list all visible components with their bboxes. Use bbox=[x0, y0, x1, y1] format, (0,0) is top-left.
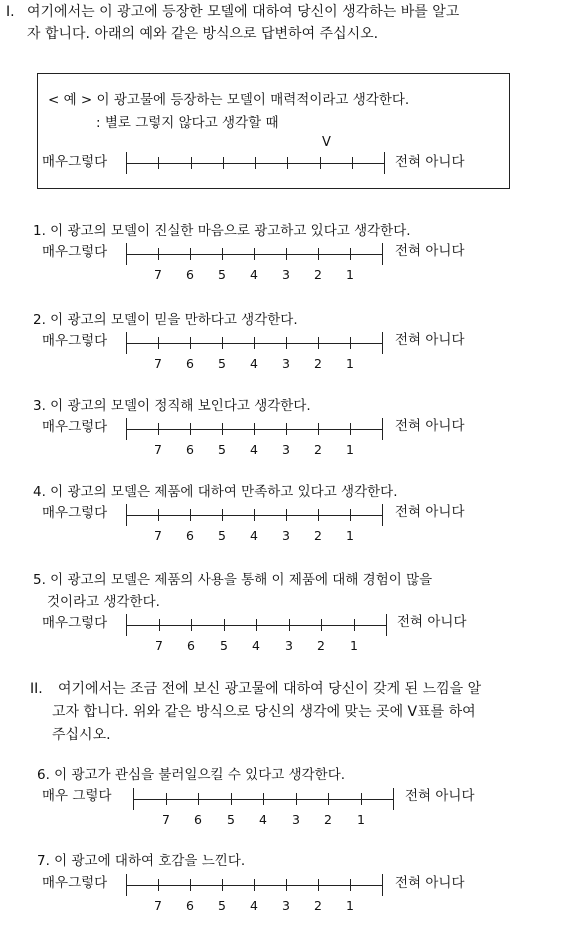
question-3-right-label: 전혀 아니다 bbox=[395, 418, 465, 434]
scale-number: 4 bbox=[259, 812, 267, 827]
question-5-right-label: 전혀 아니다 bbox=[397, 614, 467, 630]
scale-end-tick bbox=[382, 243, 383, 265]
scale-number: 3 bbox=[282, 356, 290, 371]
scale-end-tick bbox=[126, 332, 127, 354]
scale-end-tick bbox=[126, 874, 127, 896]
scale-tick bbox=[354, 619, 355, 631]
scale-end-tick bbox=[382, 332, 383, 354]
scale-tick bbox=[286, 337, 287, 349]
question-3-scale[interactable] bbox=[126, 418, 382, 460]
scale-number: 2 bbox=[324, 812, 332, 827]
scale-tick bbox=[159, 619, 160, 631]
scale-number: 2 bbox=[314, 442, 322, 457]
scale-end-tick bbox=[382, 418, 383, 440]
section2-number: II. bbox=[30, 681, 43, 697]
question-6-scale[interactable] bbox=[133, 788, 393, 830]
scale-number: 7 bbox=[154, 898, 162, 913]
scale-tick bbox=[231, 793, 232, 805]
scale-end-tick bbox=[133, 788, 134, 810]
scale-end-tick bbox=[384, 152, 385, 174]
scale-tick bbox=[255, 157, 256, 169]
scale-number: 6 bbox=[194, 812, 202, 827]
scale-end-tick bbox=[126, 614, 127, 636]
scale-tick bbox=[263, 793, 264, 805]
example-right-label: 전혀 아니다 bbox=[395, 154, 465, 170]
question-1-text: 1. 이 광고의 모델이 진실한 마음으로 광고하고 있다고 생각한다. bbox=[33, 223, 411, 239]
scale-tick bbox=[296, 793, 297, 805]
scale-tick bbox=[158, 509, 159, 521]
scale-number: 1 bbox=[346, 898, 354, 913]
scale-number: 5 bbox=[220, 638, 228, 653]
scale-number: 3 bbox=[285, 638, 293, 653]
scale-number: 4 bbox=[252, 638, 260, 653]
question-4-right-label: 전혀 아니다 bbox=[395, 504, 465, 520]
scale-number: 2 bbox=[314, 356, 322, 371]
scale-number: 1 bbox=[346, 442, 354, 457]
scale-tick bbox=[350, 248, 351, 260]
scale-tick bbox=[350, 337, 351, 349]
question-2-text: 2. 이 광고의 모델이 믿을 만하다고 생각한다. bbox=[33, 312, 298, 328]
scale-number: 2 bbox=[317, 638, 325, 653]
scale-number: 4 bbox=[250, 356, 258, 371]
scale-number: 6 bbox=[186, 898, 194, 913]
scale-number: 1 bbox=[346, 267, 354, 282]
scale-end-tick bbox=[382, 504, 383, 526]
scale-tick bbox=[286, 423, 287, 435]
question-1-right-label: 전혀 아니다 bbox=[395, 243, 465, 259]
question-6-right-label: 전혀 아니다 bbox=[405, 788, 475, 804]
scale-tick bbox=[318, 248, 319, 260]
question-4-text: 4. 이 광고의 모델은 제품에 대하여 만족하고 있다고 생각한다. bbox=[33, 484, 398, 500]
scale-end-tick bbox=[386, 614, 387, 636]
scale-tick bbox=[158, 248, 159, 260]
scale-number: 1 bbox=[346, 528, 354, 543]
example-left-label: 매우그렇다 bbox=[42, 154, 108, 170]
scale-tick bbox=[352, 157, 353, 169]
scale-number: 7 bbox=[154, 528, 162, 543]
question-7-left-label: 매우그렇다 bbox=[42, 875, 108, 891]
question-6-text: 6. 이 광고가 관심을 불러일으킬 수 있다고 생각한다. bbox=[37, 767, 346, 783]
scale-number: 3 bbox=[292, 812, 300, 827]
scale-tick bbox=[222, 509, 223, 521]
scale-tick bbox=[289, 619, 290, 631]
scale-tick bbox=[190, 248, 191, 260]
scale-tick bbox=[254, 879, 255, 891]
example-line2: : 별로 그렇지 않다고 생각할 때 bbox=[96, 115, 279, 131]
scale-number: 2 bbox=[314, 267, 322, 282]
scale-tick bbox=[222, 423, 223, 435]
scale-end-tick bbox=[382, 874, 383, 896]
example-scale[interactable] bbox=[126, 152, 384, 176]
scale-number: 7 bbox=[154, 356, 162, 371]
question-5-scale[interactable] bbox=[126, 614, 386, 656]
scale-tick bbox=[287, 157, 288, 169]
scale-tick bbox=[190, 337, 191, 349]
scale-tick bbox=[254, 337, 255, 349]
scale-tick bbox=[158, 423, 159, 435]
scale-tick bbox=[318, 879, 319, 891]
scale-tick bbox=[254, 248, 255, 260]
scale-tick bbox=[222, 248, 223, 260]
scale-end-tick bbox=[393, 788, 394, 810]
scale-number: 6 bbox=[186, 267, 194, 282]
question-3-text: 3. 이 광고의 모델이 정직해 보인다고 생각한다. bbox=[33, 398, 311, 414]
question-7-right-label: 전혀 아니다 bbox=[395, 875, 465, 891]
scale-end-tick bbox=[126, 504, 127, 526]
scale-end-tick bbox=[126, 152, 127, 174]
scale-tick bbox=[223, 157, 224, 169]
scale-number: 5 bbox=[218, 267, 226, 282]
scale-number: 5 bbox=[218, 442, 226, 457]
question-5-left-label: 매우그렇다 bbox=[42, 615, 108, 631]
scale-tick bbox=[190, 509, 191, 521]
question-1-left-label: 매우그렇다 bbox=[42, 244, 108, 260]
scale-tick bbox=[318, 509, 319, 521]
scale-number: 1 bbox=[357, 812, 365, 827]
scale-number: 4 bbox=[250, 528, 258, 543]
scale-number: 5 bbox=[218, 356, 226, 371]
scale-number: 1 bbox=[346, 356, 354, 371]
scale-number: 4 bbox=[250, 267, 258, 282]
example-line1: < 예 > 이 광고물에 등장하는 모델이 매력적이라고 생각한다. bbox=[48, 92, 410, 108]
scale-tick bbox=[320, 157, 321, 169]
scale-number: 5 bbox=[218, 898, 226, 913]
scale-number: 7 bbox=[154, 442, 162, 457]
scale-tick bbox=[222, 879, 223, 891]
scale-tick bbox=[191, 157, 192, 169]
scale-tick bbox=[286, 879, 287, 891]
section2-instruction-line2: 고자 합니다. 위와 같은 방식으로 당신의 생각에 맞는 곳에 V표를 하여 bbox=[52, 704, 476, 720]
scale-tick bbox=[158, 879, 159, 891]
question-2-left-label: 매우그렇다 bbox=[42, 333, 108, 349]
question-5-text: 5. 이 광고의 모델은 제품의 사용을 통해 이 제품에 대해 경험이 많을 bbox=[33, 572, 433, 588]
scale-number: 4 bbox=[250, 898, 258, 913]
question-4-left-label: 매우그렇다 bbox=[42, 505, 108, 521]
scale-number: 6 bbox=[186, 356, 194, 371]
scale-tick bbox=[190, 879, 191, 891]
scale-number: 7 bbox=[162, 812, 170, 827]
scale-tick bbox=[158, 157, 159, 169]
scale-number: 6 bbox=[186, 528, 194, 543]
scale-number: 3 bbox=[282, 442, 290, 457]
scale-tick bbox=[350, 423, 351, 435]
section1-instruction-line2: 자 합니다. 아래의 예와 같은 방식으로 답변하여 주십시오. bbox=[27, 26, 379, 42]
scale-tick bbox=[224, 619, 225, 631]
scale-number: 7 bbox=[155, 638, 163, 653]
scale-tick bbox=[350, 879, 351, 891]
question-7-scale[interactable] bbox=[126, 874, 382, 916]
scale-number: 7 bbox=[154, 267, 162, 282]
scale-number: 5 bbox=[218, 528, 226, 543]
scale-tick bbox=[350, 509, 351, 521]
scale-tick bbox=[286, 248, 287, 260]
question-2-right-label: 전혀 아니다 bbox=[395, 332, 465, 348]
question-3-left-label: 매우그렇다 bbox=[42, 419, 108, 435]
scale-end-tick bbox=[126, 418, 127, 440]
section2-instruction-line1: 여기에서는 조금 전에 보신 광고물에 대하여 당신이 갖게 된 느낌을 알 bbox=[58, 681, 482, 697]
question-1-scale[interactable] bbox=[126, 243, 382, 285]
scale-number: 3 bbox=[282, 898, 290, 913]
scale-number: 6 bbox=[187, 638, 195, 653]
scale-tick bbox=[286, 509, 287, 521]
question-6-left-label: 매우 그렇다 bbox=[42, 788, 112, 804]
scale-number: 5 bbox=[227, 812, 235, 827]
scale-tick bbox=[191, 619, 192, 631]
scale-tick bbox=[318, 337, 319, 349]
scale-tick bbox=[190, 423, 191, 435]
scale-number: 4 bbox=[250, 442, 258, 457]
scale-number: 3 bbox=[282, 267, 290, 282]
question-2-scale[interactable] bbox=[126, 332, 382, 374]
section2-instruction-line3: 주십시오. bbox=[52, 727, 111, 743]
scale-tick bbox=[198, 793, 199, 805]
section1-number: I. bbox=[6, 4, 15, 20]
scale-number: 2 bbox=[314, 898, 322, 913]
scale-tick bbox=[158, 337, 159, 349]
example-check-mark: V bbox=[322, 135, 331, 150]
section1-instruction-line1: 여기에서는 이 광고에 등장한 모델에 대하여 당신이 생각하는 바를 알고 bbox=[27, 4, 460, 20]
scale-tick bbox=[222, 337, 223, 349]
scale-tick bbox=[318, 423, 319, 435]
scale-number: 1 bbox=[350, 638, 358, 653]
scale-tick bbox=[328, 793, 329, 805]
scale-tick bbox=[254, 423, 255, 435]
scale-tick bbox=[321, 619, 322, 631]
scale-number: 3 bbox=[282, 528, 290, 543]
scale-number: 2 bbox=[314, 528, 322, 543]
scale-tick bbox=[166, 793, 167, 805]
question-4-scale[interactable] bbox=[126, 504, 382, 546]
scale-tick bbox=[361, 793, 362, 805]
scale-tick bbox=[254, 509, 255, 521]
scale-number: 6 bbox=[186, 442, 194, 457]
scale-end-tick bbox=[126, 243, 127, 265]
scale-tick bbox=[256, 619, 257, 631]
question-7-text: 7. 이 광고에 대하여 호감을 느낀다. bbox=[37, 853, 246, 869]
question-5-text-line2: 것이라고 생각한다. bbox=[47, 594, 160, 610]
